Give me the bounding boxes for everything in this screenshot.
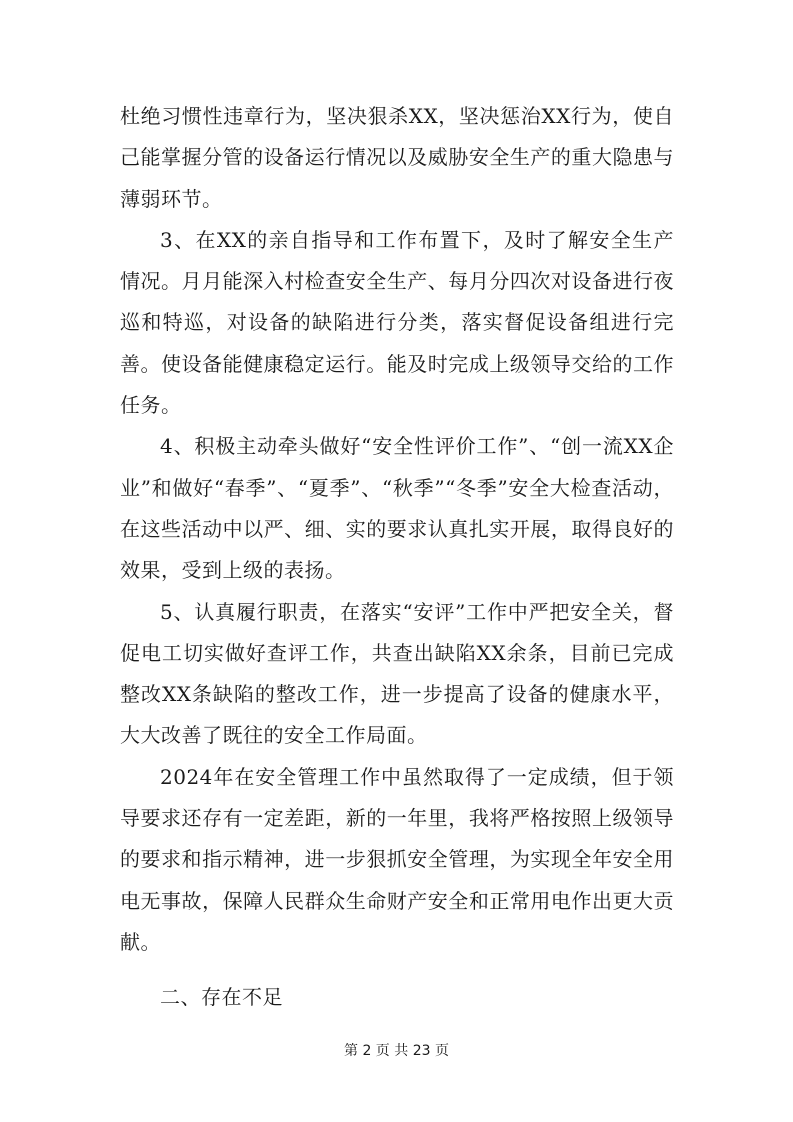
paragraph-item-5: 5、认真履行职责，在落实“安评”工作中严把安全关，督促电工切实做好查评工作，共查出缺陷XX余条，目前已完成整改XX条缺陷的整改工作，进一步提高了设备的健康水平，大大改善了既往的安全工作局面。 <box>120 599 674 748</box>
paragraph-summary: 2024年在安全管理工作中虽然取得了一定成绩，但于领导要求还存有一定差距，新的一年里，我将严格按照上级领导的要求和指示精神，进一步狠抓安全管理，为实现全年安全用电无事故，保障人民群众生命财产安全和正常用电作出更大贡献。 <box>120 764 674 954</box>
paragraph-item-3: 3、在XX的亲自指导和工作布置下，及时了解安全生产情况。月月能深入村检查安全生产、每月分四次对设备进行夜巡和特巡，对设备的缺陷进行分类，落实督促设备组进行完善。使设备能健康稳定运行。能及时完成上级领导交给的工作任务。 <box>120 227 674 418</box>
paragraph-continuation: 杜绝习惯性违章行为，坚决狠杀XX，坚决惩治XX行为，使自己能掌握分管的设备运行情况以及威胁安全生产的重大隐患与薄弱环节。 <box>120 104 674 211</box>
document-body <box>120 96 674 1019</box>
section-heading-shortcomings: 二、存在不足 <box>160 985 283 1010</box>
page-number-footer: 第 2 页 共 23 页 <box>344 1043 449 1059</box>
paragraph-item-4: 4、积极主动牵头做好“安全性评价工作”、“创一流XX企业”和做好“春季”、“夏季”、“秋季”“冬季”安全大检查活动，在这些活动中以严、细、实的要求认真扎实开展，取得良好的效果，受到上级的表扬。 <box>120 434 674 583</box>
